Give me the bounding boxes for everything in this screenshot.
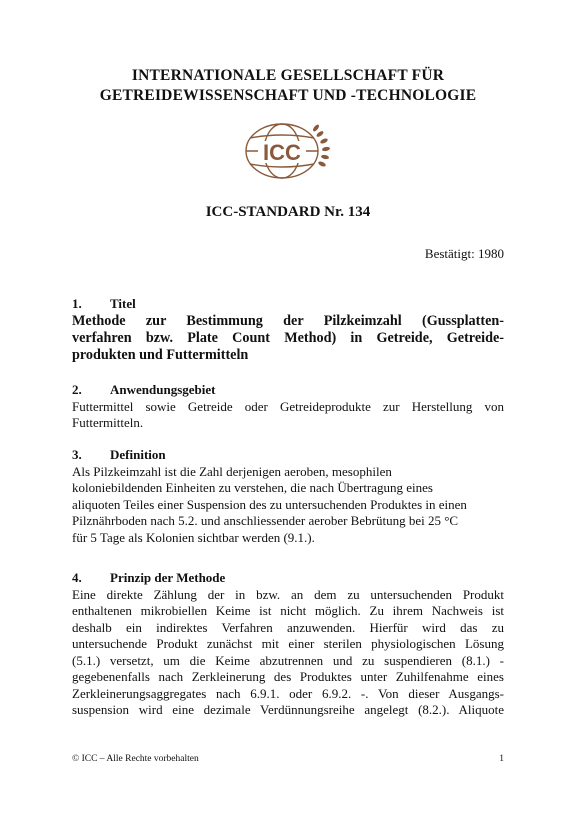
body-line: Zerkleinerungsaggregates nach 6.9.1. oder 6.9.2. -. Von dieser Ausgangs- (72, 685, 504, 701)
body-line: Pilznährboden nach 5.2. und anschliessender aerober Bebrütung bei 25 °C (72, 513, 459, 528)
org-title-line-2: GETREIDEWISSENSCHAFT UND -TECHNOLOGIE (99, 87, 477, 104)
body-line: suspension wird eine dezimale Verdünnungsreihe angelegt (8.2.). Aliquote (72, 702, 504, 717)
body-line: Eine direkte Zählung der in bzw. an dem zu untersuchenden Produkt (72, 586, 504, 602)
section-heading (72, 570, 504, 587)
page-footer (72, 754, 504, 764)
organization-title (40, 66, 536, 106)
body-line: deshalb ein indirektes Verfahren anzuwenden. Hierfür wird das zu (72, 619, 504, 635)
method-title-line: produkten und Futtermitteln (72, 346, 249, 363)
section-title (72, 296, 504, 364)
section-body (72, 587, 504, 719)
section-heading (72, 382, 504, 399)
body-line: Als Pilzkeimzahl ist die Zahl derjenigen aeroben, mesophilen (72, 463, 392, 479)
section-principle (72, 570, 504, 719)
confirmed-date: Bestätigt: 1980 (424, 246, 504, 261)
method-title-line: verfahren bzw. Plate Count Method) in Getreide, Getreide- (72, 329, 504, 346)
section-heading-text: Anwendungsgebiet (110, 382, 216, 397)
method-title (72, 313, 504, 364)
body-line: (5.1.) versetzt, um die Keime abzutrennen und zu suspendieren (8.1.) - (72, 652, 504, 668)
body-line: enthaltenen mikrobiellen Keime ist nicht möglich. Zu ihrem Nachweis ist (72, 603, 504, 618)
standard-title: ICC-STANDARD Nr. 134 (205, 204, 371, 220)
body-line: untersuchende Produkt zunächst mit einer sterilen physiologischen Lösung (72, 636, 504, 651)
body-line: koloniebildenden Einheiten zu verstehen, die nach Übertragung eines (72, 480, 433, 495)
copyright-notice: © ICC – Alle Rechte vorbehalten (72, 754, 199, 764)
section-heading (72, 447, 504, 464)
section-number: 3. (72, 447, 82, 462)
section-number: 2. (72, 382, 82, 397)
section-heading-text: Prinzip der Methode (110, 570, 226, 585)
body-line: Futtermitteln. (72, 415, 144, 430)
icc-logo (238, 122, 338, 180)
page-number: 1 (499, 754, 504, 764)
section-scope (72, 382, 504, 432)
section-heading-text: Titel (110, 296, 136, 311)
body-line: für 5 Tage als Kolonien sichtbar werden (9.1.). (72, 529, 315, 545)
section-body (72, 464, 504, 547)
section-heading-text: Definition (110, 447, 166, 462)
logo-text: ICC (263, 140, 301, 165)
body-line: aliquoten Teiles einer Suspension des zu untersuchenden Produktes in einen (72, 496, 467, 512)
method-title-line: Methode zur Bestimmung der Pilzkeimzahl (Gussplatten- (72, 312, 504, 329)
section-number: 1. (72, 296, 82, 311)
body-line: Futtermittel sowie Getreide oder Getreideprodukte zur Herstellung von (72, 398, 504, 414)
section-heading (72, 296, 504, 313)
body-line: gegebenenfalls nach Zerkleinerung des Produktes unter Zuhilfenahme eines (72, 669, 504, 684)
section-definition (72, 447, 504, 546)
section-body (72, 399, 504, 432)
org-title-line-1: INTERNATIONALE GESELLSCHAFT FÜR (131, 67, 445, 84)
section-number: 4. (72, 570, 82, 585)
